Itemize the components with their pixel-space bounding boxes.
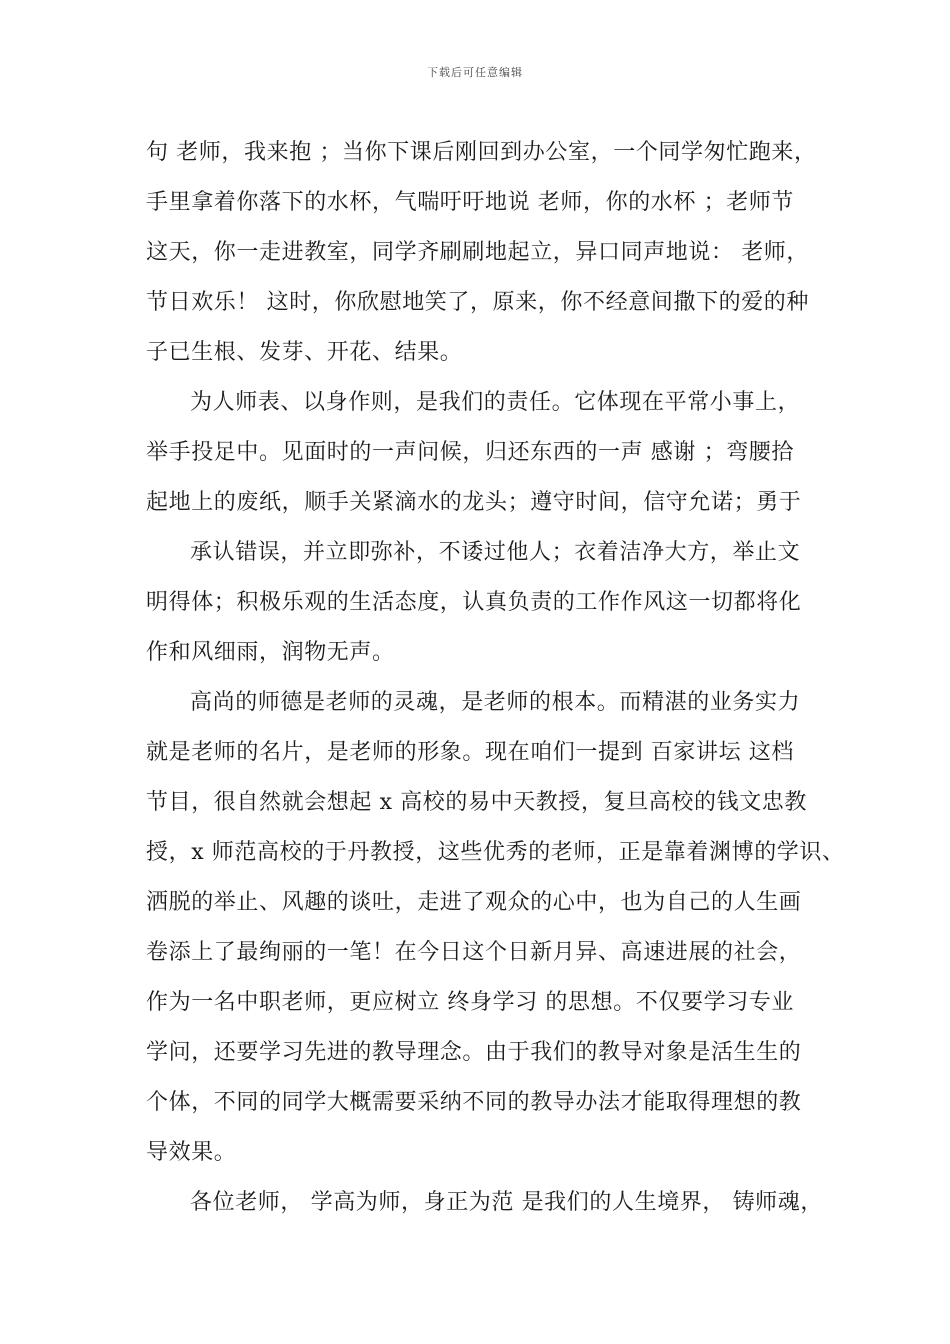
text-line: 作为一名中职老师，更应树立 终身学习 的思想。不仅要学习专业 <box>146 990 794 1015</box>
text-line: 起地上的废纸，顺手关紧滴水的龙头；遵守时间，信守允诺；勇于 <box>146 490 802 515</box>
text-line: 各位老师， 学高为师，身正为范 是我们的人生境界， 铸师魂， <box>190 1190 823 1215</box>
text-line: 卷添上了最绚丽的一笔！在今日这个日新月异、高速进展的社会， <box>146 940 802 965</box>
text-line: 句 老师，我来抱 ；当你下课后刚回到办公室，一个同学匆忙跑来， <box>146 140 817 165</box>
document-body <box>146 128 845 1228</box>
text-line: 为人师表、以身作则，是我们的责任。它体现在平常小事上， <box>190 390 801 415</box>
text-line: 明得体；积极乐观的生活态度，认真负责的工作作风这一切都将化 <box>146 590 802 615</box>
text-line: 就是老师的名片，是老师的形象。现在咱们一提到 百家讲坛 这档 <box>146 740 794 765</box>
text-line: 高尚的师德是老师的灵魂，是老师的根本。而精湛的业务实力 <box>190 690 801 715</box>
text-line: 手里拿着你落下的水杯，气喘吁吁地说 老师，你的水杯 ；老师节 <box>146 190 794 215</box>
text-line: 作和风细雨，润物无声。 <box>146 640 395 665</box>
text-line: 子已生根、发芽、开花、结果。 <box>146 340 463 365</box>
page-header: 下载后可任意编辑 <box>427 66 523 79</box>
text-line: 举手投足中。见面时的一声问候，归还东西的一声 感谢 ；弯腰拾 <box>146 440 794 465</box>
text-line: 学问，还要学习先进的教导理念。由于我们的教导对象是活生生的 <box>146 1040 802 1065</box>
text-line: 承认错误，并立即弥补，不诿过他人；衣着洁净大方，举止文 <box>190 540 801 565</box>
text-line: 节目，很自然就会想起 x 高校的易中天教授，复旦高校的钱文忠教 <box>146 790 807 815</box>
text-line: 这天，你一走进教室，同学齐刷刷地起立，异口同声地说： 老师， <box>146 240 809 265</box>
text-line: 导效果。 <box>146 1140 237 1165</box>
text-line: 授，x 师范高校的于丹教授，这些优秀的老师，正是靠着渊博的学识、 <box>146 840 845 865</box>
text-line: 个体，不同的同学大概需要采纳不同的教导办法才能取得理想的教 <box>146 1090 802 1115</box>
text-line: 节日欢乐！ 这时，你欣慰地笑了，原来，你不经意间撒下的爱的种 <box>146 290 809 315</box>
text-line: 洒脱的举止、风趣的谈吐，走进了观众的心中，也为自己的人生画 <box>146 890 802 915</box>
